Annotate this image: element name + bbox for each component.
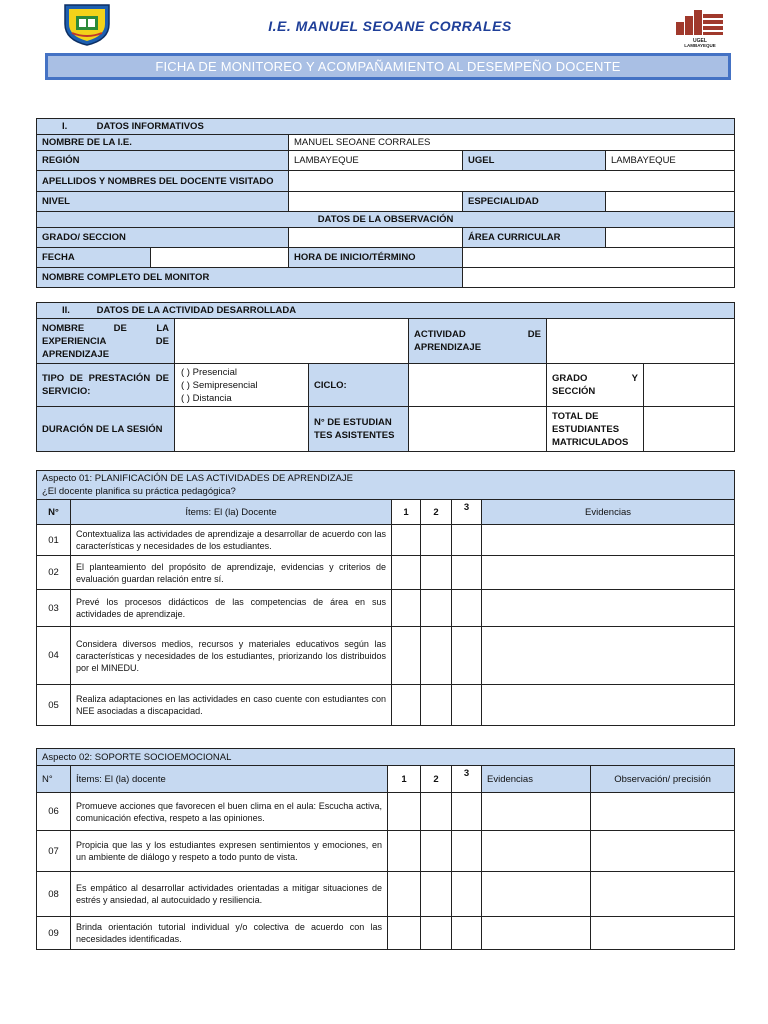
section1-title: DATOS INFORMATIVOS xyxy=(96,121,204,132)
observacion-cell[interactable] xyxy=(591,793,735,831)
area-label: ÁREA CURRICULAR xyxy=(463,228,606,248)
grado-label: GRADO/ SECCION xyxy=(37,228,289,248)
evidencias-cell[interactable] xyxy=(482,627,735,685)
aspecto1-header xyxy=(37,471,735,500)
aspecto2-title: Aspecto 02: SOPORTE SOCIOEMOCIONAL xyxy=(42,751,232,763)
score-3-cell[interactable] xyxy=(452,793,482,831)
option-presencial[interactable]: ( ) Presencial xyxy=(181,366,237,378)
aspecto1-question: ¿El docente planifica su práctica pedagógica? xyxy=(42,486,236,497)
school-crest-logo xyxy=(62,2,112,46)
row-item-text: Realiza adaptaciones en las actividades en caso cuente con estudiantes con NEE asociadas a discapacidad. xyxy=(71,685,392,726)
observacion-cell[interactable] xyxy=(591,831,735,872)
matriculados-field[interactable] xyxy=(644,407,735,452)
col-1: 1 xyxy=(392,500,421,525)
tipo-options xyxy=(175,364,309,407)
experiencia-field[interactable] xyxy=(175,319,409,364)
score-1-cell[interactable] xyxy=(392,556,421,590)
ugel-value: LAMBAYEQUE xyxy=(606,151,735,171)
nivel-field[interactable] xyxy=(289,192,463,212)
row-item-text: El planteamiento del propósito de aprendizaje, evidencias y criterios de evaluación guardan relación entre sí. xyxy=(71,556,392,590)
score-1-cell[interactable] xyxy=(392,685,421,726)
score-1-cell[interactable] xyxy=(392,627,421,685)
col-n: N° xyxy=(37,766,71,793)
col-n: N° xyxy=(37,500,71,525)
row-item-text: Brinda orientación tutorial individual y/o colectiva de acuerdo con las necesidades identificadas. xyxy=(71,917,388,950)
col-3: 3 xyxy=(452,500,482,525)
score-1-cell[interactable] xyxy=(388,917,421,950)
score-3-cell[interactable] xyxy=(452,525,482,556)
row-number: 05 xyxy=(37,685,71,726)
section2-header xyxy=(37,303,735,319)
score-2-cell[interactable] xyxy=(421,793,452,831)
col-evidencias: Evidencias xyxy=(482,500,735,525)
ie-label: NOMBRE DE LA I.E. xyxy=(37,135,289,151)
table-row xyxy=(37,525,735,556)
section1-header xyxy=(37,119,735,135)
hora-label: HORA DE INICIO/TÉRMINO xyxy=(289,248,463,268)
duracion-field[interactable] xyxy=(175,407,309,452)
aspecto1-title: Aspecto 01: PLANIFICACIÓN DE LAS ACTIVIDADES DE APRENDIZAJE xyxy=(42,473,353,484)
table-row xyxy=(37,831,735,872)
col-3: 3 xyxy=(452,766,482,793)
table-row xyxy=(37,627,735,685)
col-2: 2 xyxy=(421,766,452,793)
table-row xyxy=(37,685,735,726)
ugel-logo xyxy=(672,4,728,48)
score-3-cell[interactable] xyxy=(452,685,482,726)
form-title-banner xyxy=(45,53,731,80)
experiencia-label: NOMBRE DE LA EXPERIENCIA DE APRENDIZAJE xyxy=(37,319,175,364)
school-title: I.E. MANUEL SEOANE CORRALES xyxy=(268,18,512,34)
row-number: 07 xyxy=(37,831,71,872)
svg-text:UGEL: UGEL xyxy=(693,38,707,44)
score-2-cell[interactable] xyxy=(421,872,452,917)
col-items: Ítems: El (la) docente xyxy=(71,766,388,793)
score-3-cell[interactable] xyxy=(452,831,482,872)
ugel-label: UGEL xyxy=(463,151,606,171)
score-3-cell[interactable] xyxy=(452,872,482,917)
col-1: 1 xyxy=(388,766,421,793)
evidencias-cell[interactable] xyxy=(482,556,735,590)
option-semipresencial[interactable]: ( ) Semipresencial xyxy=(181,379,258,391)
especialidad-field[interactable] xyxy=(606,192,735,212)
datos-informativos-table xyxy=(36,118,735,288)
row-number: 09 xyxy=(37,917,71,950)
area-field[interactable] xyxy=(606,228,735,248)
evidencias-cell[interactable] xyxy=(482,872,591,917)
score-2-cell[interactable] xyxy=(421,525,452,556)
col-evidencias: Evidencias xyxy=(482,766,591,793)
row-item-text: Es empático al desarrollar actividades orientadas a mitigar situaciones de estrés y ansiedad, al autocuidado y resiliencia. xyxy=(71,872,388,917)
table-row xyxy=(37,917,735,950)
duracion-label: DURACIÓN DE LA SESIÓN xyxy=(37,407,175,452)
table-row xyxy=(37,872,735,917)
asistentes-label: N° DE ESTUDIAN TES ASISTENTES xyxy=(309,407,409,452)
score-1-cell[interactable] xyxy=(392,590,421,627)
table-row xyxy=(37,556,735,590)
grado-field[interactable] xyxy=(289,228,463,248)
tipo-label: TIPO DE PRESTACIÓN DE SERVICIO: xyxy=(37,364,175,407)
score-2-cell[interactable] xyxy=(421,556,452,590)
score-3-cell[interactable] xyxy=(452,556,482,590)
row-item-text: Contextualiza las actividades de aprendizaje a desarrollar de acuerdo con las características y necesidades de los estudiantes. xyxy=(71,525,392,556)
hora-field[interactable] xyxy=(463,248,735,268)
section2-title: DATOS DE LA ACTIVIDAD DESARROLLADA xyxy=(96,305,297,316)
matriculados-label: TOTAL DE ESTUDIANTES MATRICULADOS xyxy=(547,407,644,452)
evidencias-cell[interactable] xyxy=(482,685,735,726)
row-number: 01 xyxy=(37,525,71,556)
score-3-cell[interactable] xyxy=(452,627,482,685)
docente-label: APELLIDOS Y NOMBRES DEL DOCENTE VISITADO xyxy=(37,171,289,192)
actividad-label: ACTIVIDAD DE APRENDIZAJE xyxy=(409,319,547,364)
score-2-cell[interactable] xyxy=(421,831,452,872)
score-1-cell[interactable] xyxy=(388,793,421,831)
docente-field[interactable] xyxy=(289,171,735,192)
aspecto1-table xyxy=(36,470,735,726)
row-number: 04 xyxy=(37,627,71,685)
row-number: 06 xyxy=(37,793,71,831)
row-item-text: Considera diversos medios, recursos y materiales educativos según las características y necesidades de los estudiantes, priorizando los distribuidos por el MINEDU. xyxy=(71,627,392,685)
svg-text:LAMBAYEQUE: LAMBAYEQUE xyxy=(684,43,716,48)
row-number: 02 xyxy=(37,556,71,590)
score-2-cell[interactable] xyxy=(421,917,452,950)
monitor-label: NOMBRE COMPLETO DEL MONITOR xyxy=(37,268,463,288)
evidencias-cell[interactable] xyxy=(482,831,591,872)
evidencias-cell[interactable] xyxy=(482,525,735,556)
col-observacion: Observación/ precisión xyxy=(591,766,735,793)
col-items: Ítems: El (la) Docente xyxy=(71,500,392,525)
observacion-cell[interactable] xyxy=(591,872,735,917)
evidencias-cell[interactable] xyxy=(482,590,735,627)
region-value: LAMBAYEQUE xyxy=(289,151,463,171)
aspecto2-table xyxy=(36,748,735,950)
row-item-text: Propicia que las y los estudiantes expresen sentimientos y emociones, en un ambiente de diálogo y respeto a todo punto de vista. xyxy=(71,831,388,872)
ciclo-label: CICLO: xyxy=(309,364,409,407)
region-label: REGIÓN xyxy=(37,151,289,171)
table-row xyxy=(37,590,735,627)
score-2-cell[interactable] xyxy=(421,590,452,627)
col-2: 2 xyxy=(421,500,452,525)
actividad-table xyxy=(36,302,735,452)
observacion-label: DATOS DE LA OBSERVACIÓN xyxy=(37,212,735,228)
asistentes-field[interactable] xyxy=(409,407,547,452)
section1-number: I. xyxy=(62,121,68,132)
section2-number: II. xyxy=(62,305,70,316)
row-number: 08 xyxy=(37,872,71,917)
nivel-label: NIVEL xyxy=(37,192,289,212)
score-2-cell[interactable] xyxy=(421,627,452,685)
especialidad-label: ESPECIALIDAD xyxy=(463,192,606,212)
score-3-cell[interactable] xyxy=(452,917,482,950)
evidencias-cell[interactable] xyxy=(482,917,591,950)
grado-seccion-label: GRADO Y SECCIÓN xyxy=(547,364,644,407)
actividad-field[interactable] xyxy=(547,319,735,364)
observacion-cell[interactable] xyxy=(591,917,735,950)
evidencias-cell[interactable] xyxy=(482,793,591,831)
row-item-text: Promueve acciones que favorecen el buen clima en el aula: Escucha activa, comunicación efectiva, respeto a las opiniones. xyxy=(71,793,388,831)
row-number: 03 xyxy=(37,590,71,627)
grado-seccion-field[interactable] xyxy=(644,364,735,407)
ie-value: MANUEL SEOANE CORRALES xyxy=(289,135,735,151)
fecha-label: FECHA xyxy=(37,248,151,268)
form-title: FICHA DE MONITOREO Y ACOMPAÑAMIENTO AL DESEMPEÑO DOCENTE xyxy=(48,56,728,77)
monitor-field[interactable] xyxy=(463,268,735,288)
score-3-cell[interactable] xyxy=(452,590,482,627)
score-1-cell[interactable] xyxy=(388,872,421,917)
score-1-cell[interactable] xyxy=(388,831,421,872)
score-1-cell[interactable] xyxy=(392,525,421,556)
option-distancia[interactable]: ( ) Distancia xyxy=(181,392,232,404)
score-2-cell[interactable] xyxy=(421,685,452,726)
aspecto2-header xyxy=(37,749,735,766)
table-row xyxy=(37,793,735,831)
fecha-field[interactable] xyxy=(151,248,289,268)
ciclo-field[interactable] xyxy=(409,364,547,407)
row-item-text: Prevé los procesos didácticos de las competencias de área en sus actividades de aprendizaje. xyxy=(71,590,392,627)
